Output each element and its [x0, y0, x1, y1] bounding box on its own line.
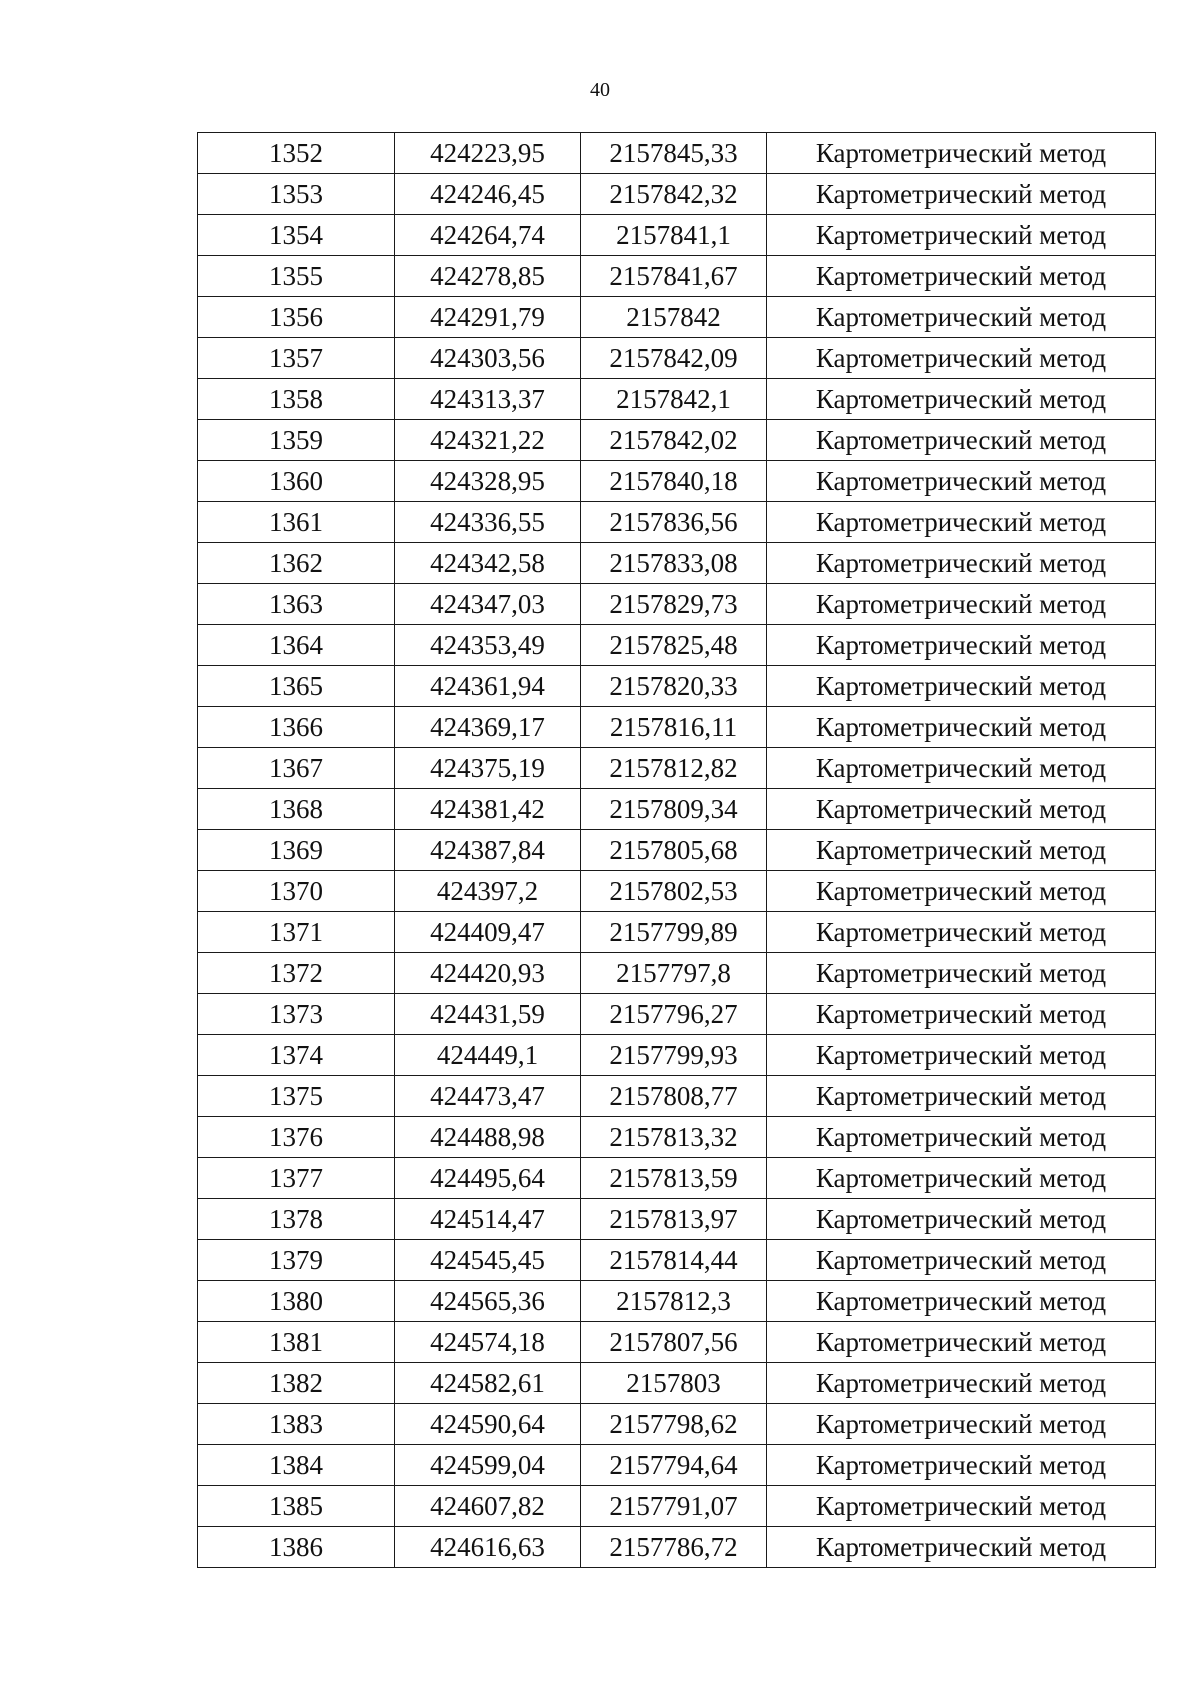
x-coordinate-cell: 424574,18 [395, 1322, 581, 1363]
method-cell: Картометрический метод [767, 133, 1156, 174]
table-row [198, 584, 1156, 625]
x-coordinate-cell: 424321,22 [395, 420, 581, 461]
point-number-cell: 1369 [198, 830, 395, 871]
point-number-cell: 1354 [198, 215, 395, 256]
table-row [198, 830, 1156, 871]
x-coordinate-cell: 424278,85 [395, 256, 581, 297]
method-cell: Картометрический метод [767, 666, 1156, 707]
table-row [198, 543, 1156, 584]
point-number-cell: 1365 [198, 666, 395, 707]
table-row [198, 1486, 1156, 1527]
x-coordinate-cell: 424431,59 [395, 994, 581, 1035]
x-coordinate-cell: 424347,03 [395, 584, 581, 625]
method-cell: Картометрический метод [767, 1281, 1156, 1322]
table-row [198, 1404, 1156, 1445]
table-row [198, 502, 1156, 543]
x-coordinate-cell: 424353,49 [395, 625, 581, 666]
y-coordinate-cell: 2157786,72 [581, 1527, 767, 1568]
table-row [198, 1363, 1156, 1404]
point-number-cell: 1366 [198, 707, 395, 748]
y-coordinate-cell: 2157808,77 [581, 1076, 767, 1117]
method-cell: Картометрический метод [767, 1404, 1156, 1445]
point-number-cell: 1381 [198, 1322, 395, 1363]
table-row [198, 1076, 1156, 1117]
table-row [198, 871, 1156, 912]
y-coordinate-cell: 2157802,53 [581, 871, 767, 912]
y-coordinate-cell: 2157803 [581, 1363, 767, 1404]
table-row [198, 1158, 1156, 1199]
table-row [198, 174, 1156, 215]
table-row [198, 256, 1156, 297]
x-coordinate-cell: 424545,45 [395, 1240, 581, 1281]
x-coordinate-cell: 424375,19 [395, 748, 581, 789]
point-number-cell: 1376 [198, 1117, 395, 1158]
method-cell: Картометрический метод [767, 625, 1156, 666]
y-coordinate-cell: 2157807,56 [581, 1322, 767, 1363]
x-coordinate-cell: 424336,55 [395, 502, 581, 543]
point-number-cell: 1386 [198, 1527, 395, 1568]
y-coordinate-cell: 2157841,1 [581, 215, 767, 256]
y-coordinate-cell: 2157836,56 [581, 502, 767, 543]
y-coordinate-cell: 2157797,8 [581, 953, 767, 994]
coordinates-table [197, 132, 1156, 1568]
method-cell: Картометрический метод [767, 420, 1156, 461]
x-coordinate-cell: 424313,37 [395, 379, 581, 420]
y-coordinate-cell: 2157840,18 [581, 461, 767, 502]
x-coordinate-cell: 424495,64 [395, 1158, 581, 1199]
table-row [198, 1322, 1156, 1363]
method-cell: Картометрический метод [767, 297, 1156, 338]
point-number-cell: 1383 [198, 1404, 395, 1445]
table-row [198, 379, 1156, 420]
x-coordinate-cell: 424616,63 [395, 1527, 581, 1568]
x-coordinate-cell: 424387,84 [395, 830, 581, 871]
method-cell: Картометрический метод [767, 461, 1156, 502]
x-coordinate-cell: 424381,42 [395, 789, 581, 830]
y-coordinate-cell: 2157833,08 [581, 543, 767, 584]
method-cell: Картометрический метод [767, 338, 1156, 379]
y-coordinate-cell: 2157799,89 [581, 912, 767, 953]
y-coordinate-cell: 2157796,27 [581, 994, 767, 1035]
x-coordinate-cell: 424514,47 [395, 1199, 581, 1240]
table-row [198, 215, 1156, 256]
y-coordinate-cell: 2157791,07 [581, 1486, 767, 1527]
table-row [198, 1527, 1156, 1568]
point-number-cell: 1385 [198, 1486, 395, 1527]
point-number-cell: 1355 [198, 256, 395, 297]
y-coordinate-cell: 2157813,97 [581, 1199, 767, 1240]
point-number-cell: 1357 [198, 338, 395, 379]
y-coordinate-cell: 2157813,32 [581, 1117, 767, 1158]
method-cell: Картометрический метод [767, 1363, 1156, 1404]
point-number-cell: 1352 [198, 133, 395, 174]
method-cell: Картометрический метод [767, 1035, 1156, 1076]
y-coordinate-cell: 2157814,44 [581, 1240, 767, 1281]
method-cell: Картометрический метод [767, 543, 1156, 584]
x-coordinate-cell: 424473,47 [395, 1076, 581, 1117]
x-coordinate-cell: 424420,93 [395, 953, 581, 994]
method-cell: Картометрический метод [767, 789, 1156, 830]
table-row [198, 338, 1156, 379]
method-cell: Картометрический метод [767, 174, 1156, 215]
table-row [198, 1199, 1156, 1240]
page-number: 40 [590, 79, 610, 101]
x-coordinate-cell: 424246,45 [395, 174, 581, 215]
x-coordinate-cell: 424361,94 [395, 666, 581, 707]
point-number-cell: 1359 [198, 420, 395, 461]
y-coordinate-cell: 2157820,33 [581, 666, 767, 707]
point-number-cell: 1361 [198, 502, 395, 543]
x-coordinate-cell: 424303,56 [395, 338, 581, 379]
x-coordinate-cell: 424397,2 [395, 871, 581, 912]
method-cell: Картометрический метод [767, 1240, 1156, 1281]
table-row [198, 1035, 1156, 1076]
y-coordinate-cell: 2157842,02 [581, 420, 767, 461]
x-coordinate-cell: 424328,95 [395, 461, 581, 502]
table-row [198, 666, 1156, 707]
x-coordinate-cell: 424565,36 [395, 1281, 581, 1322]
x-coordinate-cell: 424264,74 [395, 215, 581, 256]
method-cell: Картометрический метод [767, 502, 1156, 543]
method-cell: Картометрический метод [767, 379, 1156, 420]
method-cell: Картометрический метод [767, 748, 1156, 789]
method-cell: Картометрический метод [767, 1527, 1156, 1568]
x-coordinate-cell: 424449,1 [395, 1035, 581, 1076]
method-cell: Картометрический метод [767, 707, 1156, 748]
table-row [198, 1281, 1156, 1322]
coordinates-table-body [198, 133, 1156, 1568]
y-coordinate-cell: 2157812,82 [581, 748, 767, 789]
method-cell: Картометрический метод [767, 256, 1156, 297]
y-coordinate-cell: 2157798,62 [581, 1404, 767, 1445]
method-cell: Картометрический метод [767, 830, 1156, 871]
y-coordinate-cell: 2157842,32 [581, 174, 767, 215]
method-cell: Картометрический метод [767, 1117, 1156, 1158]
y-coordinate-cell: 2157841,67 [581, 256, 767, 297]
point-number-cell: 1363 [198, 584, 395, 625]
table-row [198, 707, 1156, 748]
point-number-cell: 1380 [198, 1281, 395, 1322]
x-coordinate-cell: 424223,95 [395, 133, 581, 174]
x-coordinate-cell: 424369,17 [395, 707, 581, 748]
table-row [198, 625, 1156, 666]
method-cell: Картометрический метод [767, 953, 1156, 994]
table-row [198, 297, 1156, 338]
point-number-cell: 1374 [198, 1035, 395, 1076]
table-row [198, 994, 1156, 1035]
y-coordinate-cell: 2157842,09 [581, 338, 767, 379]
method-cell: Картометрический метод [767, 1158, 1156, 1199]
point-number-cell: 1364 [198, 625, 395, 666]
point-number-cell: 1367 [198, 748, 395, 789]
point-number-cell: 1371 [198, 912, 395, 953]
table-row [198, 1240, 1156, 1281]
table-row [198, 789, 1156, 830]
x-coordinate-cell: 424342,58 [395, 543, 581, 584]
method-cell: Картометрический метод [767, 1322, 1156, 1363]
y-coordinate-cell: 2157812,3 [581, 1281, 767, 1322]
point-number-cell: 1356 [198, 297, 395, 338]
y-coordinate-cell: 2157805,68 [581, 830, 767, 871]
point-number-cell: 1368 [198, 789, 395, 830]
method-cell: Картометрический метод [767, 584, 1156, 625]
point-number-cell: 1377 [198, 1158, 395, 1199]
table-row [198, 461, 1156, 502]
point-number-cell: 1372 [198, 953, 395, 994]
method-cell: Картометрический метод [767, 912, 1156, 953]
method-cell: Картометрический метод [767, 1199, 1156, 1240]
y-coordinate-cell: 2157794,64 [581, 1445, 767, 1486]
point-number-cell: 1353 [198, 174, 395, 215]
point-number-cell: 1362 [198, 543, 395, 584]
y-coordinate-cell: 2157842,1 [581, 379, 767, 420]
table-row [198, 748, 1156, 789]
y-coordinate-cell: 2157829,73 [581, 584, 767, 625]
method-cell: Картометрический метод [767, 1076, 1156, 1117]
x-coordinate-cell: 424590,64 [395, 1404, 581, 1445]
y-coordinate-cell: 2157813,59 [581, 1158, 767, 1199]
point-number-cell: 1384 [198, 1445, 395, 1486]
table-row [198, 1117, 1156, 1158]
method-cell: Картометрический метод [767, 1486, 1156, 1527]
point-number-cell: 1378 [198, 1199, 395, 1240]
x-coordinate-cell: 424582,61 [395, 1363, 581, 1404]
x-coordinate-cell: 424488,98 [395, 1117, 581, 1158]
y-coordinate-cell: 2157799,93 [581, 1035, 767, 1076]
method-cell: Картометрический метод [767, 871, 1156, 912]
y-coordinate-cell: 2157816,11 [581, 707, 767, 748]
point-number-cell: 1358 [198, 379, 395, 420]
y-coordinate-cell: 2157825,48 [581, 625, 767, 666]
x-coordinate-cell: 424607,82 [395, 1486, 581, 1527]
x-coordinate-cell: 424599,04 [395, 1445, 581, 1486]
y-coordinate-cell: 2157842 [581, 297, 767, 338]
table-row [198, 420, 1156, 461]
point-number-cell: 1379 [198, 1240, 395, 1281]
method-cell: Картометрический метод [767, 215, 1156, 256]
point-number-cell: 1370 [198, 871, 395, 912]
x-coordinate-cell: 424291,79 [395, 297, 581, 338]
method-cell: Картометрический метод [767, 1445, 1156, 1486]
method-cell: Картометрический метод [767, 994, 1156, 1035]
table-row [198, 953, 1156, 994]
table-row [198, 1445, 1156, 1486]
point-number-cell: 1382 [198, 1363, 395, 1404]
x-coordinate-cell: 424409,47 [395, 912, 581, 953]
point-number-cell: 1373 [198, 994, 395, 1035]
table-row [198, 133, 1156, 174]
y-coordinate-cell: 2157809,34 [581, 789, 767, 830]
table-row [198, 912, 1156, 953]
point-number-cell: 1360 [198, 461, 395, 502]
point-number-cell: 1375 [198, 1076, 395, 1117]
y-coordinate-cell: 2157845,33 [581, 133, 767, 174]
